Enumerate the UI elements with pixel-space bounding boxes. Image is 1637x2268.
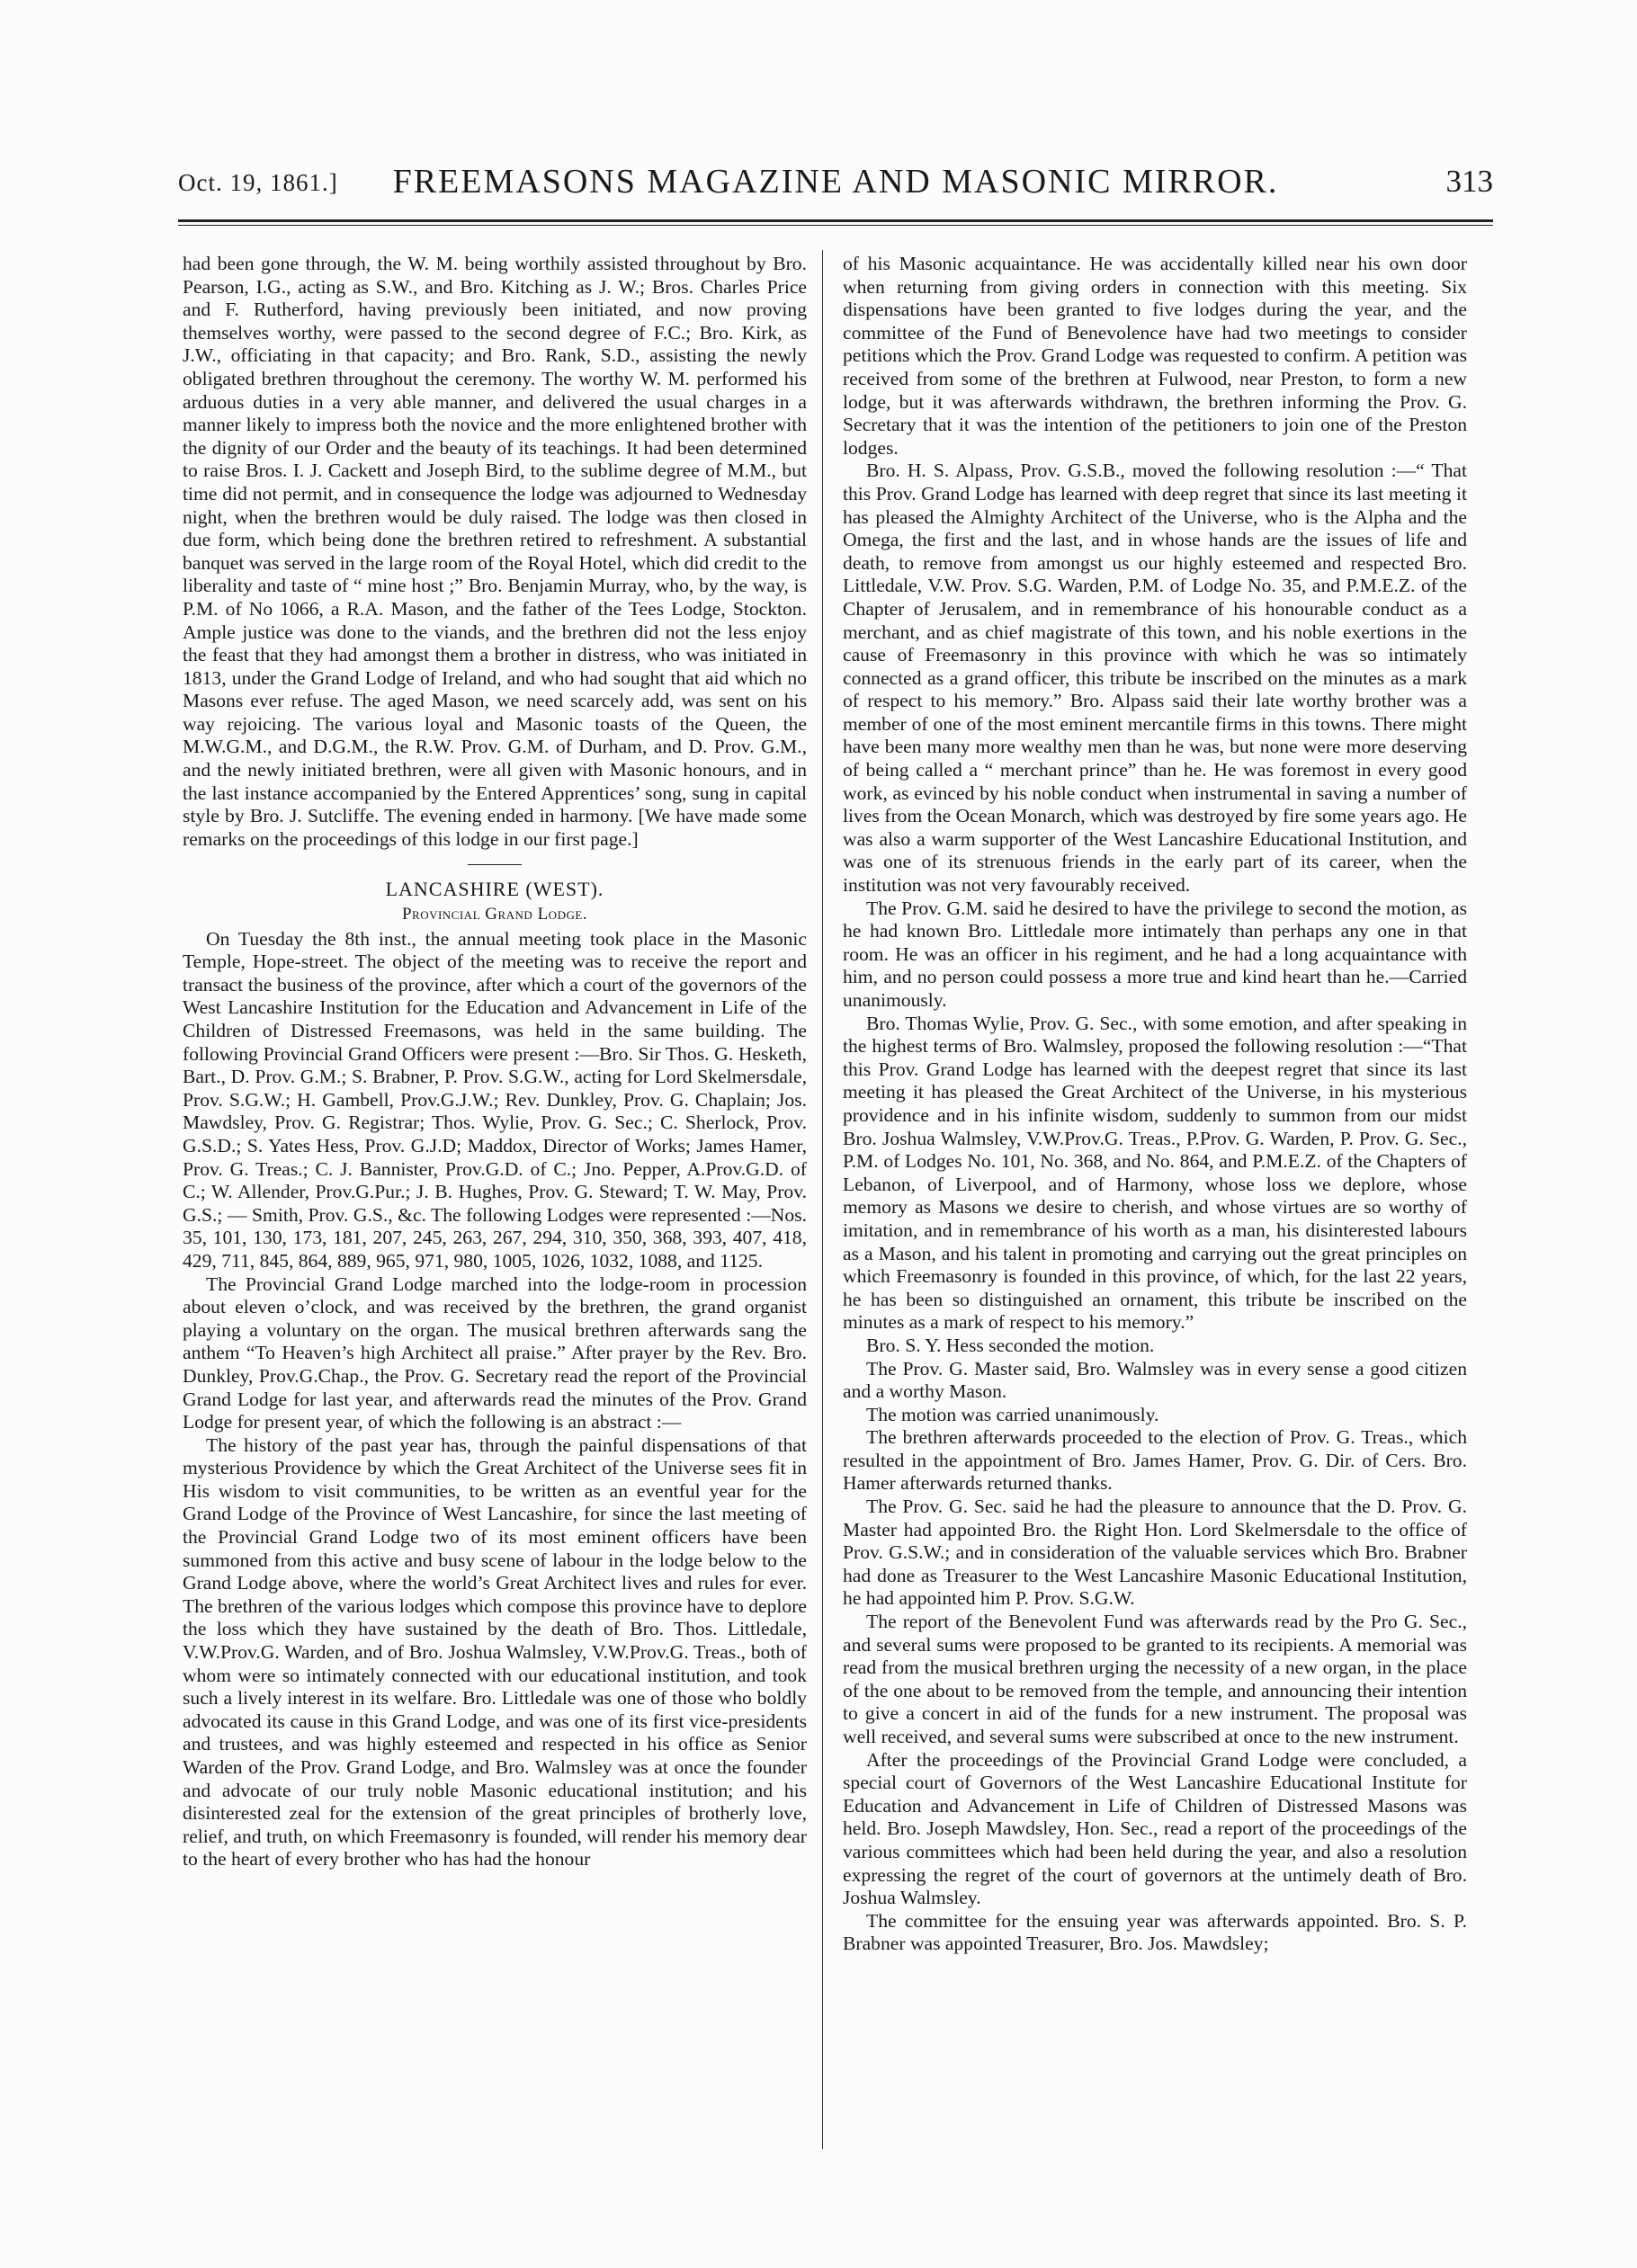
right-column bbox=[843, 253, 1467, 1956]
paragraph: Bro. S. Y. Hess seconded the motion. bbox=[866, 1334, 1155, 1356]
left-column bbox=[183, 253, 807, 1871]
section-subtitle: Provincial Grand Lodge. bbox=[401, 905, 588, 924]
paragraph: On Tuesday the 8th inst., the annual meeting took place in the Masonic Temple, Hope-street. The object of the meeting was to receive the report and transact the business of the province, after which a court of the governors of the West Lancashire Institution for the Education and Advancement in Life of the Children of Distressed Freemasons, was held in the same building. The following Provincial Grand Officers were present :—Bro. Sir Thos. G. Hesketh, Bart., D. Prov. G.M.; S. Brabner, P. Prov. S.G.W., acting for Lord Skelmersdale, Prov. S.G.W.; H. Gambell, Prov.G.J.W.; Rev. Dunkley, Prov. G. Chaplain; Jos. Mawdsley, Prov. G. Registrar; Thos. Wylie, Prov. G. Sec.; C. Sherlock, Prov. G.S.D.; S. Yates Hess, Prov. G.J.D; Maddox, Director of Works; James Hamer, Prov. G. Treas.; C. J. Bannister, Prov.G.D. of C.; Jno. Pepper, A.Prov.G.D. of C.; W. Allender, Prov.G.Pur.; J. B. Hughes, Prov. G. Steward; T. W. May, Prov. G.S.; — Smith, Prov. G.S., &c. The following Lodges were represented :—Nos. 35, 101, 130, 173, 181, 207, 245, 263, 267, 294, 310, 350, 368, 393, 407, 418, 429, 711, 845, 864, 889, 965, 971, 980, 1005, 1026, 1032, 1088, and 1125. bbox=[183, 927, 807, 1272]
paragraph: The history of the past year has, through the painful dispensations of that mysterious Providence by which the Great Architect of the Universe sees fit in His wisdom to visit communities, to be written as an eventful year for the Grand Lodge of the Province of West Lancashire, for since the last meeting of the Provincial Grand Lodge two of its most eminent officers have been summoned from this active and busy scene of labour in the lodge below to the Grand Lodge above, where the world’s Great Architect lives and rules for ever. The brethren of the various lodges which compose this province have to deplore the loss which they have sustained by the death of Bro. Thos. Littledale, V.W.Prov.G. Warden, and of Bro. Joshua Walmsley, V.W.Prov.G. Treas., both of whom were so intimately connected with our educational institution, and took such a lively interest in its welfare. Bro. Littledale was one of those who boldly advocated its cause in this Grand Lodge, and was one of its first vice-presidents and trustees, and was highly esteemed and respected in his office as Senior Warden of the Prov. Grand Lodge, and Bro. Walmsley was at once the founder and advocate of our truly noble Masonic educational institution; and his disinterested zeal for the extension of the great principles of brotherly love, relief, and truth, on which Freemasonry is founded, will render his memory dear to the heart of every brother who has had the honour bbox=[183, 1433, 807, 1871]
paragraph: The brethren afterwards proceeded to the election of Prov. G. Treas., which resulted in the appointment of Bro. James Hamer, Prov. G. Dir. of Cers. Bro. Hamer afterwards returned thanks. bbox=[843, 1426, 1467, 1495]
header-rule-thin bbox=[178, 225, 1493, 226]
masthead bbox=[178, 155, 1493, 209]
issue-date: Oct. 19, 1861.] bbox=[178, 169, 338, 196]
paragraph: The committee for the ensuing year was afterwards appointed. Bro. S. P. Brabner was appointed Treasurer, Bro. Jos. Mawdsley; bbox=[843, 1909, 1467, 1955]
paragraph: of his Masonic acquaintance. He was accidentally killed near his own door when returning from giving orders in connection with this meeting. Six dispensations have been granted to five lodges during the year, and the committee of the Fund of Benevolence have had two meetings to consider petitions which the Prov. Grand Lodge was requested to confirm. A petition was received from some of the brethren at Fulwood, near Preston, to form a new lodge, but it was afterwards withdrawn, the brethren informing the Prov. G. Secretary that it was the intention of the petitioners to join one of the Preston lodges. bbox=[843, 253, 1467, 459]
section-title: LANCASHIRE (WEST). bbox=[385, 878, 604, 901]
paragraph: The motion was carried unanimously. bbox=[866, 1403, 1159, 1425]
paragraph: Bro. H. S. Alpass, Prov. G.S.B., moved the following resolution :—“ That this Prov. Grand Lodge has learned with deep regret that since its last meeting it has pleased the Almighty Architect of the Universe, who is the Alpha and the Omega, the first and the last, and in whose hands are the issues of life and death, to remove from amongst us our highly esteemed and respected Bro. Littledale, V.W. Prov. S.G. Warden, P.M. of Lodge No. 35, and P.M.E.Z. of the Chapter of Jerusalem, and in remembrance of his honourable conduct as a merchant, and as chief magistrate of this town, and his noble exertions in the cause of Freemasonry in this province with which he was so intimately connected as a grand officer, this tribute be inscribed on the minutes as a mark of respect to his memory.” Bro. Alpass said their late worthy brother was a member of one of the most eminent mercantile firms in this towns. There might have been many more wealthy men than he was, but none were more deserving of being called a “ merchant prince” than he. He was foremost in every good work, as evinced by his noble conduct when instrumental in saving a number of lives from the Ocean Monarch, which was destroyed by fire some years ago. He was also a warm supporter of the West Lancashire Educational Institution, and was one of its strenuous friends in the early part of its career, when the institution was not very favourably received. bbox=[843, 460, 1467, 897]
paragraph: Bro. Thomas Wylie, Prov. G. Sec., with some emotion, and after speaking in the highest terms of Bro. Walmsley, proposed the following resolution :—“That this Prov. Grand Lodge has learned with the deepest regret that since its last meeting it has pleased the Great Architect of the Universe, in his mysterious providence and in his infinite wisdom, suddenly to summon from our midst Bro. Joshua Walmsley, V.W.Prov.G. Treas., P.Prov. G. Warden, P. Prov. G. Sec., P.M. of Lodges No. 101, No. 368, and No. 864, and P.M.E.Z. of the Chapters of Lebanon, of Liverpool, and of Harmony, whose loss we deplore, whose memory as Masons we desire to cherish, and whose virtues are so worthy of imitation, and in remembrance of his worth as a man, his disinterested labours as a Mason, and his talent in promoting and carrying out the great principles on which Freemasonry is founded in this province, of which, for the last 22 years, he has been so distinguished an ornament, this tribute be inscribed on the minutes as a mark of respect to his memory.” bbox=[843, 1012, 1467, 1334]
paragraph: The Prov. G. Sec. said he had the pleasure to announce that the D. Prov. G. Master had appointed Bro. the Right Hon. Lord Skelmersdale to the office of Prov. G.S.W.; and in consideration of the valuable services which Bro. Brabner had done as Treasurer to the West Lancashire Masonic Educational Institution, he had appointed him P. Prov. S.G.W. bbox=[843, 1496, 1467, 1610]
page-number: 313 bbox=[1445, 164, 1493, 199]
section-divider bbox=[468, 864, 522, 865]
paragraph: After the proceedings of the Provincial Grand Lodge were concluded, a special court of Governors of the West Lancashire Educational Institute for Education and Advancement in Life of Children of Distressed Masons was held. Bro. Joseph Mawdsley, Hon. Sec., read a report of the proceedings of the various committees which had been held during the year, and also a resolution expressing the regret of the court of governors at the untimely death of Bro. Joshua Walmsley. bbox=[843, 1748, 1467, 1909]
paragraph: The Provincial Grand Lodge marched into the lodge-room in procession about eleven o’clock, and was received by the brethren, the grand organist playing a voluntary on the organ. The musical brethren afterwards sang the anthem “To Heaven’s high Architect all praise.” After prayer by the Rev. Bro. Dunkley, Prov.G.Chap., the Prov. G. Secretary read the report of the Provincial Grand Lodge for last year, and afterwards read the minutes of the Prov. Grand Lodge for present year, of which the following is an abstract :— bbox=[183, 1272, 807, 1433]
header-rule bbox=[178, 219, 1493, 222]
paragraph: had been gone through, the W. M. being worthily assisted throughout by Bro. Pearson, I.G., acting as S.W., and Bro. Kitching as J. W.; Bros. Charles Price and F. Rutherford, having previously been initiated, and now proving themselves worthy, were passed to the second degree of F.C.; Bro. Kirk, as J.W., officiating in that capacity; and Bro. Rank, S.D., assisting the newly obligated brethren throughout the ceremony. The worthy W. M. performed his arduous duties in a very able manner, and delivered the usual charges in a manner likely to impress both the novice and the more enlightened brother with the dignity of our Order and the beauty of its teachings. It had been determined to raise Bros. I. J. Cackett and Joseph Bird, to the sublime degree of M.M., but time did not permit, and in consequence the lodge was adjourned to Wednesday night, when the brethren would be duly raised. The lodge was then closed in due form, which being done the brethren retired to refreshment. A substantial banquet was served in the large room of the Royal Hotel, which did credit to the liberality and taste of “ mine host ;” Bro. Benjamin Murray, who, by the way, is P.M. of No 1066, a R.A. Mason, and the father of the Tees Lodge, Stockton. Ample justice was done to the viands, and the brethren did not the less enjoy the feast that they had amongst them a brother in distress, who was initiated in 1813, under the Grand Lodge of Ireland, and who had sought that aid which no Masons ever refuse. The aged Mason, we need scarcely add, was sent on his way rejoicing. The various loyal and Masonic toasts of the Queen, the M.W.G.M., and D.G.M., the R.W. Prov. G.M. of Durham, and D. Prov. G.M., and the newly initiated brethren, were all given with Masonic honours, and in the last instance accompanied by the Entered Apprentices’ song, sung in capital style by Bro. J. Sutcliffe. The evening ended in harmony. [We have made some remarks on the proceedings of this lodge in our first page.] bbox=[183, 253, 807, 850]
paragraph: The Prov. G.M. said he desired to have the privilege to second the motion, as he had known Bro. Littledale more intimately than perhaps any one in that room. He was an officer in his regiment, and he had a long acquaintance with him, and no person could possess a more true and kind heart than he.—Carried unanimously. bbox=[843, 897, 1467, 1011]
paragraph: The report of the Benevolent Fund was afterwards read by the Pro G. Sec., and several sums were proposed to be granted to its recipients. A memorial was read from the musical brethren urging the necessity of a new organ, in the place of the one about to be removed from the temple, and announcing their intention to give a concert in aid of the funds for a new instrument. The proposal was well received, and several sums were subscribed at once to the new instrument. bbox=[843, 1611, 1467, 1747]
column-divider bbox=[822, 250, 823, 2149]
paragraph: The Prov. G. Master said, Bro. Walmsley was in every sense a good citizen and a worthy Mason. bbox=[843, 1357, 1467, 1403]
publication-title: FREEMASONS MAGAZINE AND MASONIC MIRROR. bbox=[392, 163, 1279, 201]
